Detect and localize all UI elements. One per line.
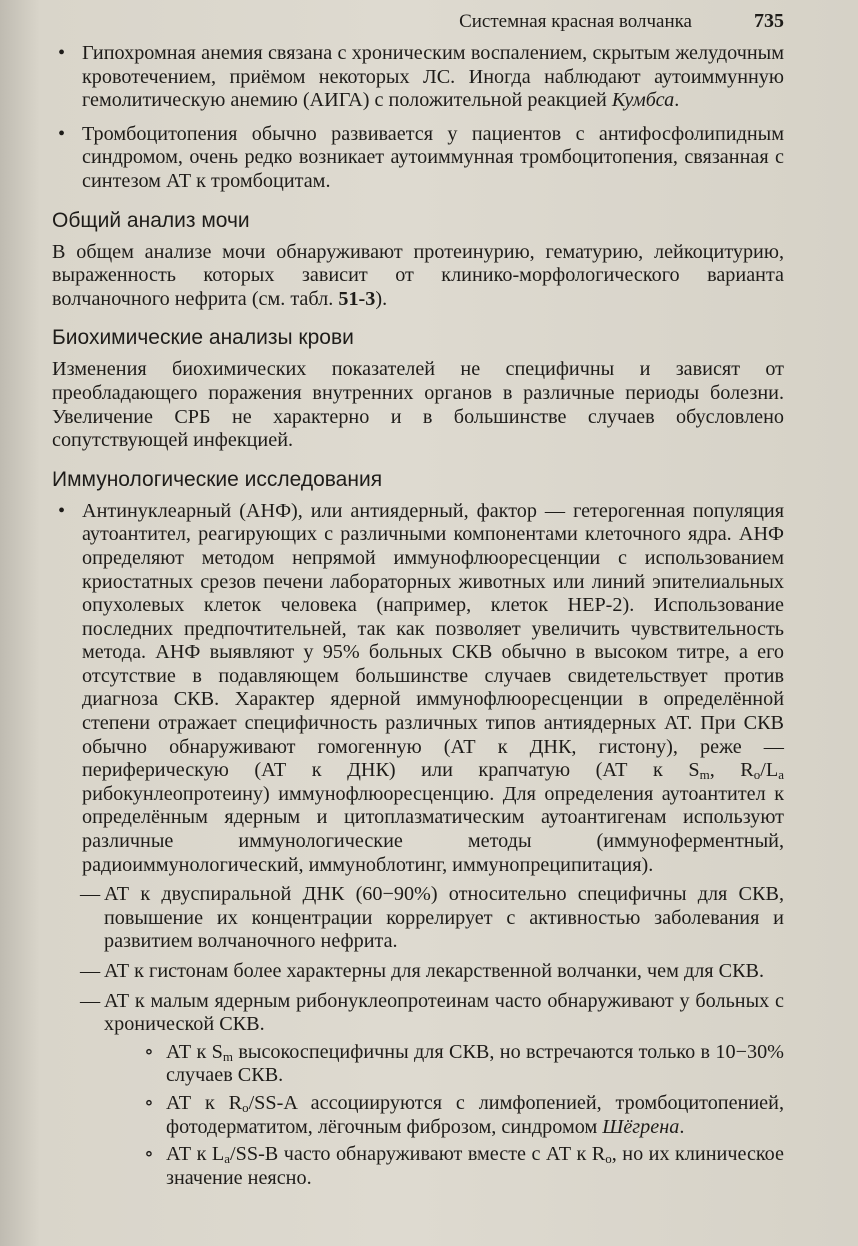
- page-body: [52, 42, 784, 1190]
- sub-item-ro: ∘ АТ к $R_o/SS-A$ ассоциируются с лимфопенией, тромбоцитопенией, фотодерматитом, лёгочным фиброзом, синдромом Шёгрена.: [52, 1092, 784, 1139]
- paragraph-urine: В общем анализе мочи обнаруживают протеинурию, гематурию, лейкоцитурию, выраженность которых зависит от клинико-морфологического варианта волчаночного нефрита (см. табл. 51-3).: [52, 240, 784, 310]
- bullet-anemia: • Гипохромная анемия связана с хроническим воспалением, скрытым желудочным кровотечением, приёмом некоторых ЛС. Иногда наблюдают аутоиммунную гемолитическую анемию (АИГА) с положительной реакцией Кумбса.: [52, 42, 784, 113]
- bullet-antinuclear-factor: • Антинуклеарный (АНФ), или антиядерный, фактор — гетерогенная популяция аутоантител, реагирующих с различными компонентами клеточного ядра. АНФ определяют методом непрямой иммунофлюоресценции с использованием криостатных срезов печени лабораторных животных или линий эпителиальных опухолевых клеток человека (например, клеток НЕР-2). Использование последних предпочтительней, так как позволяет увеличить чувствительность метода. АНФ выявляют у 95% больных СКВ обычно в высоком титре, а его отсутствие в подавляющем большинстве случаев свидетельствует против диагноза СКВ. Характер ядерной иммунофлюоресценции в определённой степени отражает специфичность различных типов антиядерных АТ. При СКВ обычно обнаруживают гомогенную (АТ к ДНК, гистону), реже — периферическую (АТ к ДНК) или крапчатую (АТ к $S_m$, $R_o/L_a$ рибокунлеопротеину) иммунофлюоресценцию. Для определения аутоантител к определённым ядерным и цитоплазматическим аутоантигенам используют различные иммунологические методы (иммуноферментный, радиоиммунологический, иммуноблотинг, иммунопреципитация).: [52, 500, 784, 878]
- sub-item-la: ∘ АТ к $L_a/SS-B$ часто обнаруживают вместе с АТ к $R_o$, но их клиническое значение неясно.: [52, 1143, 784, 1190]
- heading-urine-analysis: Общий анализ мочи: [52, 208, 250, 232]
- running-header: [52, 10, 784, 36]
- paragraph-biochemistry: Изменения биохимических показателей не специфичны и зависят от преобладающего поражения внутренних органов в различные периоды болезни. Увеличение СРБ не характерно и в большинстве случаев обусловлено сопутствующей инфекцией.: [52, 358, 784, 452]
- dash-item-dsdna: — АТ к двуспиральной ДНК (60−90%) относительно специфичны для СКВ, повышение их концентрации коррелирует с активностью заболевания и развитием волчаночного нефрита.: [52, 883, 784, 954]
- chapter-title: Системная красная волчанка: [459, 11, 692, 32]
- dash-item-snrnp: — АТ к малым ядерным рибонуклеопротеинам часто обнаруживают у больных с хронической СКВ.: [52, 990, 784, 1037]
- bullet-thrombocytopenia: • Тромбоцитопения обычно развивается у пациентов с антифосфолипидным синдромом, очень редко возникает аутоиммунная тромбоцитопения, связанная с синтезом АТ к тромбоцитам.: [52, 123, 784, 194]
- dash-item-histones: — АТ к гистонам более характерны для лекарственной волчанки, чем для СКВ.: [52, 960, 784, 984]
- page-number: 735: [754, 10, 784, 32]
- heading-immunology: Иммунологические исследования: [52, 467, 383, 491]
- heading-biochemistry: Биохимические анализы крови: [52, 326, 354, 350]
- sub-item-sm: ∘ АТ к $S_m$ высокоспецифичны для СКВ, но встречаются только в 10−30% случаев СКВ.: [52, 1041, 784, 1088]
